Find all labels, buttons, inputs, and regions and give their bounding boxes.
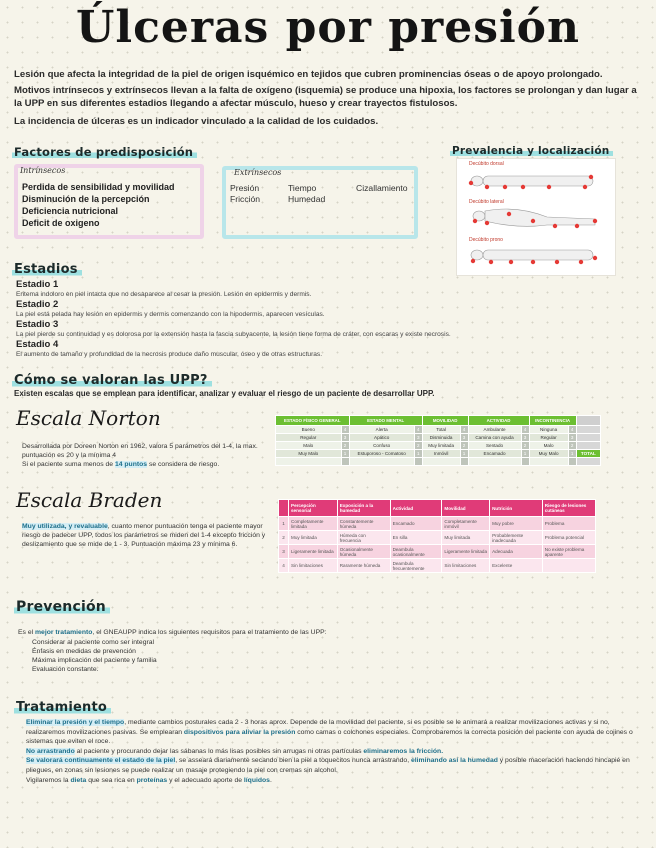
braden-description: Muy utilizada, y revaluable, cuanto menor puntuación tenga el paciente mayor riesgo de padecer UPP, todos los parámetros se miden del 1-4 excepto fricción y deslizamiento que se mide de 1 - 3. Puntuación máxima 23 y mínima 6. — [22, 523, 266, 549]
list-item: Deficit de oxigeno — [22, 218, 100, 228]
estadios-list — [16, 279, 641, 359]
list-item: Perdida de sensibilidad y movilidad — [22, 182, 175, 192]
stage-text: El aumento de tamaño y profundidad de la necrosis produce daño muscular, óseo y de otras estructuras. — [16, 351, 323, 358]
list-item: Deficiencia nutricional — [22, 206, 119, 216]
tratamiento-section — [14, 698, 111, 716]
table-row: 1 Completamente limitada Constantemente húmeda Encamado Completamente inmóvil Muy pobre Problema — [279, 517, 596, 531]
estadios-heading: Estadios — [12, 261, 82, 277]
table-row: 2 Muy limitada Húmeda con frecuencia En silla Muy limitada Probablemente inadecuada Problema potencial — [279, 531, 596, 545]
braden-header: Riesgo de lesiones cutáneas — [542, 500, 595, 517]
prevalencia-heading: Prevalencia y localización — [450, 144, 613, 157]
braden-table — [278, 499, 596, 573]
extrinsecos-box — [222, 166, 418, 239]
table-row: Muy Malo 1 Estuporoso - Comatoso 1 Inmóvil 1 Encamado 1 Muy Malo 1 TOTAL — [276, 450, 601, 458]
norton-text-a: Desarrollada por Doreen Norton en 1962, valora 5 parámetros del 1-4, la max. puntuación es 20 y la mínima 4 — [22, 443, 258, 460]
extrinsecos-label: Extrínsecos — [234, 168, 282, 177]
list-item: Presión — [230, 183, 260, 193]
prevencion-intro: Es el mejor tratamiento, el GNEAUPP indica los siguientes requisitos para el tratamiento de las UPP: — [18, 629, 327, 636]
norton-header: MOVILIDAD — [422, 416, 468, 426]
list-item: Cizallamiento — [356, 183, 408, 193]
prevalencia-section — [450, 141, 613, 159]
tratamiento-p3: Se valorará continuamente el estado de la piel, se asseará diariamente secando bien la piel a toquecitos nunca arrastrando, eliminando así la humedad y posible maceración haciendo hincapié en pliegues, en zonas sin lesiones se puede realizar un masaje protegiendo la piel con cremas sin alcohol. — [26, 757, 630, 774]
norton-text-b: Si el paciente suma menos de 14 puntos se considera de riesgo. — [22, 461, 220, 469]
table-row — [276, 458, 601, 466]
braden-header: Exposición a la humedad — [337, 500, 390, 517]
tratamiento-p2: No arrastrando al paciente y procurando dejar las sábanas lo más lisas posibles sin arrugas ni otras partículas eliminaremos la fricción. — [26, 747, 444, 755]
table-row: 4 Sin limitaciones Raramente húmeda Deambula frecuentemente Sin limitaciones Excelente — [279, 559, 596, 573]
list-item: Disminución de la percepción — [22, 194, 150, 204]
factores-section — [12, 143, 197, 161]
pressure-points-illustration — [456, 158, 616, 276]
norton-header: ACTIVIDAD — [468, 416, 529, 426]
stage-title: Estadio 4 — [16, 339, 59, 350]
braden-header: Percepción sensorial — [289, 500, 338, 517]
body-silhouettes-svg — [457, 159, 617, 277]
norton-header: ESTADO MENTAL — [349, 416, 422, 426]
list-item: Máxima implicación del paciente y familia — [32, 657, 157, 664]
caption-dorsal: Decúbito dorsal — [469, 161, 504, 167]
braden-header: Movilidad — [442, 500, 490, 517]
intro-causes: Motivos intrínsecos y extrínsecos llevan a la falta de oxígeno (isquemia) se produce una hipoxia, los factores se prolongan y dan lugar a la UPP en sus diferentes estadios llegando a afectar músculo, hueso y crear trayectos fistulosos. — [14, 85, 637, 109]
tratamiento-body — [26, 718, 638, 785]
table-row: Regular 3 Apático 3 Disminuida 3 Camina con ayuda 3 Regular 3 — [276, 434, 601, 442]
norton-header: INCONTINENCIA — [529, 416, 576, 426]
prevencion-heading: Prevención — [14, 598, 110, 615]
caption-lateral: Decúbito lateral — [469, 199, 504, 205]
stage-text: La piel pierde su continuidad y es dolorosa por la extensión hasta la fascia subyacente, la lesión tiene forma de cráter, con escaras y existe necrosis. — [16, 331, 451, 338]
intro-incidence: La incidencia de úlceras es un indicador vinculado a la calidad de los cuidados. — [14, 116, 379, 127]
valoracion-section — [12, 371, 212, 389]
norton-heading: Escala Norton — [16, 406, 161, 430]
stage-title: Estadio 2 — [16, 299, 59, 310]
list-item: Evaluación constante. — [32, 666, 99, 673]
norton-header-blank — [576, 416, 600, 426]
intrinsecos-list — [22, 181, 200, 229]
norton-description — [22, 442, 274, 470]
tratamiento-p1: Eliminar la presión y el tiempo, mediante cambios posturales cada 2 - 3 horas aprox. Depende de la movilidad del paciente, si es posible se le animará a realizar movilizaciones activas y si no, realizaremos movilizaciones pasivas. Se emplearan dispositivos para aliviar la presión como camas o colchones especiales. Comprobaremos la correcta posición del paciente con ayuda de cojines o sistemas que eviten el roce. — [26, 719, 633, 746]
intrinsecos-box — [14, 164, 204, 239]
stage-title: Estadio 1 — [16, 279, 59, 290]
list-item — [356, 194, 426, 205]
intrinsecos-label: Intrínsecos — [20, 166, 66, 175]
list-item: Humedad — [288, 194, 326, 204]
list-item: Tiempo — [288, 183, 317, 193]
valoracion-heading: Cómo se valoran las UPP? — [12, 372, 212, 388]
caption-prono: Decúbito prono — [469, 237, 503, 243]
prevencion-list — [32, 638, 592, 674]
braden-header — [279, 500, 289, 517]
table-row: Malo 2 Confuso 2 Muy limitada 2 Sentado 2 Malo 2 — [276, 442, 601, 450]
prevencion-section — [14, 598, 110, 616]
list-item: Fricción — [230, 194, 261, 204]
stage-text: La piel está pelada hay lesión en epidermis y dermis comenzando con la hipodermis, aparecen vesículas. — [16, 311, 325, 318]
stage-text: Eritema indoloro en piel intacta que no desaparece al cesar la presión. Lesión en epidermis y dermis. — [16, 291, 312, 298]
extrinsecos-list — [230, 183, 414, 205]
norton-total-label: TOTAL — [576, 450, 600, 458]
stage-title: Estadio 3 — [16, 319, 59, 330]
intro-definition: Lesión que afecta la integridad de la piel de origen isquémico en tejidos que cubren prominencias óseas o de apoyo prolongado. — [14, 69, 603, 80]
braden-header: Actividad — [390, 500, 442, 517]
list-item: Considerar al paciente como ser integral — [32, 639, 155, 646]
factores-heading: Factores de predisposición — [12, 144, 197, 159]
braden-header: Nutrición — [490, 500, 543, 517]
tratamiento-heading: Tratamiento — [14, 699, 111, 715]
valoracion-subheading: Existen escalas que se emplean para identificar, analizar y evaluar el riesgo de un paciente de desarrollar UPP. — [14, 389, 435, 398]
norton-header: ESTADO FÍSICO GENERAL — [276, 416, 350, 426]
estadios-section — [12, 260, 82, 278]
braden-heading: Escala Braden — [16, 488, 163, 512]
list-item: Énfasis en medidas de prevención — [32, 648, 136, 655]
table-row: Bueno 4 Alerta 4 Total 4 Ambulante 4 Ninguna 4 — [276, 426, 601, 434]
norton-table — [275, 415, 601, 466]
table-row: 3 Ligeramente limitada Ocasionalmente húmeda Deambula ocasionalmente Ligeramente limitada Adecuada No existe problema aparente — [279, 545, 596, 559]
page-title: Úlceras por presión — [75, 2, 581, 53]
tratamiento-p4: Vigilaremos la dieta que sea rica en proteínas y el adecuado aporte de líquidos. — [26, 776, 272, 784]
